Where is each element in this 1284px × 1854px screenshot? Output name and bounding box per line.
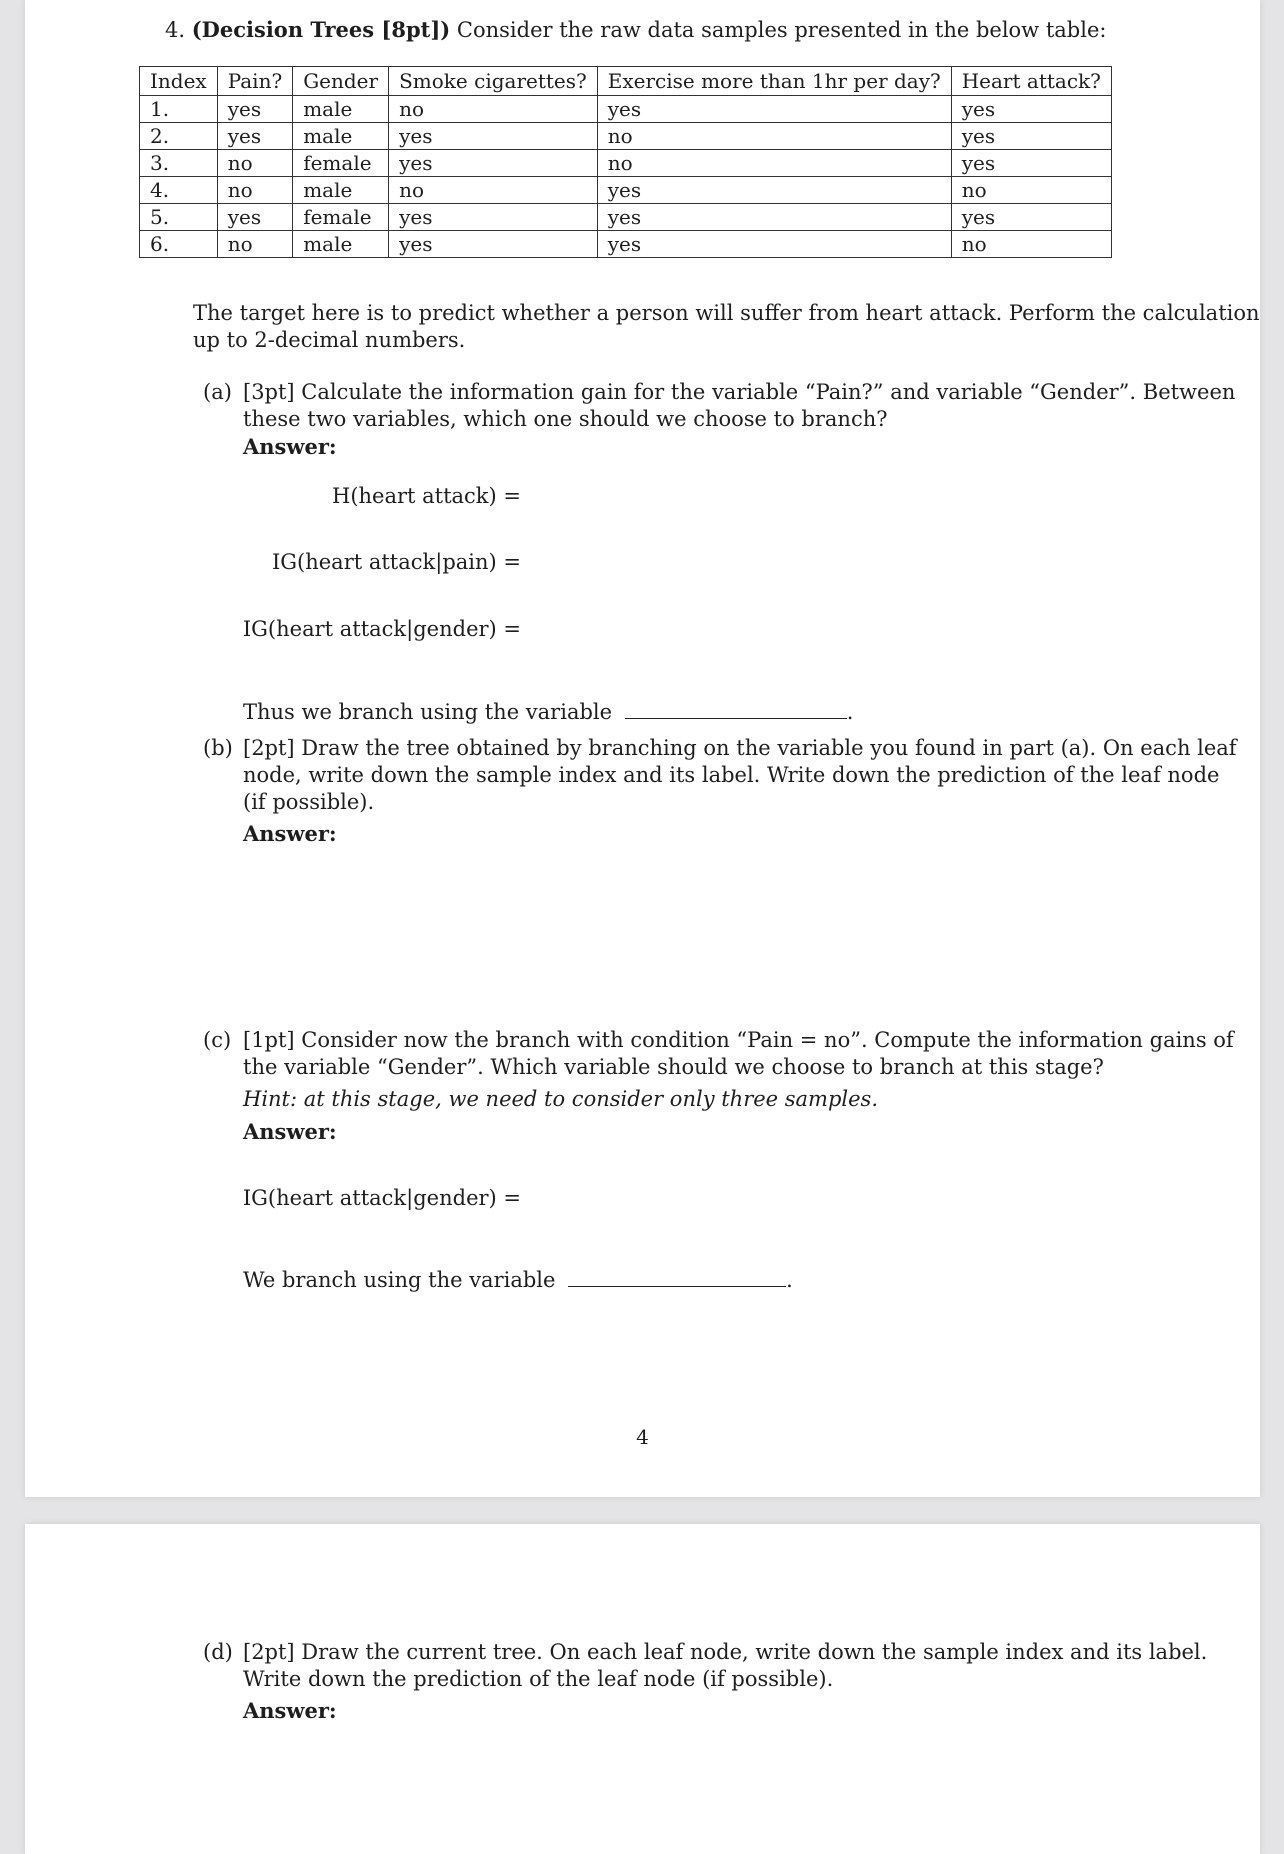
part-c-line1: [1pt] Consider now the branch with condition “Pain = no”. Compute the information gains of bbox=[243, 1028, 1234, 1052]
column-header: Index bbox=[140, 67, 218, 96]
part-a-label: (a) bbox=[203, 380, 232, 404]
table-cell: no bbox=[597, 123, 951, 150]
page-2 bbox=[25, 1524, 1260, 1854]
branch-answer-blank-c[interactable] bbox=[568, 1268, 786, 1287]
part-b-line2: node, write down the sample index and its label. Write down the prediction of the leaf node bbox=[243, 763, 1220, 787]
table-cell: no bbox=[389, 177, 598, 204]
table-cell: yes bbox=[389, 150, 598, 177]
entropy-equation: H(heart attack) = bbox=[332, 484, 521, 508]
ig-pain-equation: IG(heart attack|pain) = bbox=[271, 550, 521, 574]
ig-gender-equation: IG(heart attack|gender) = bbox=[242, 617, 521, 641]
table-cell: male bbox=[293, 177, 389, 204]
table-cell: 4. bbox=[140, 177, 218, 204]
table-row bbox=[140, 123, 1112, 150]
table-cell: yes bbox=[597, 204, 951, 231]
part-d-line2: Write down the prediction of the leaf node (if possible). bbox=[243, 1667, 834, 1691]
table-row bbox=[140, 96, 1112, 123]
table-cell: 6. bbox=[140, 231, 218, 258]
branch-prompt-c: We branch using the variable bbox=[243, 1268, 556, 1292]
part-d-label: (d) bbox=[203, 1640, 233, 1664]
table-cell: yes bbox=[389, 204, 598, 231]
column-header: Gender bbox=[293, 67, 389, 96]
part-d-line1: [2pt] Draw the current tree. On each leaf node, write down the sample index and its label. bbox=[243, 1640, 1208, 1664]
table-cell: yes bbox=[217, 96, 292, 123]
branch-prompt: Thus we branch using the variable bbox=[243, 700, 613, 724]
part-a-line1: [3pt] Calculate the information gain for the variable “Pain?” and variable “Gender”. Between bbox=[243, 380, 1236, 404]
target-text-line1: The target here is to predict whether a person will suffer from heart attack. Perform the calculation bbox=[193, 301, 1260, 325]
part-c-answer-label: Answer: bbox=[243, 1119, 337, 1144]
table-cell: 2. bbox=[140, 123, 218, 150]
column-header: Pain? bbox=[217, 67, 292, 96]
table-cell: yes bbox=[389, 231, 598, 258]
table-cell: male bbox=[293, 123, 389, 150]
part-b-line1: [2pt] Draw the tree obtained by branching on the variable you found in part (a). On each leaf bbox=[243, 736, 1237, 760]
part-a-line2: these two variables, which one should we choose to branch? bbox=[243, 407, 888, 431]
table-cell: no bbox=[217, 231, 292, 258]
part-a-answer-label: Answer: bbox=[243, 434, 337, 459]
table-cell: female bbox=[293, 204, 389, 231]
part-b-label: (b) bbox=[203, 736, 233, 760]
part-c-hint: Hint: at this stage, we need to consider only three samples. bbox=[243, 1087, 879, 1111]
question-heading bbox=[165, 16, 1106, 44]
table-row bbox=[140, 231, 1112, 258]
table-cell: yes bbox=[597, 231, 951, 258]
column-header: Exercise more than 1hr per day? bbox=[597, 67, 951, 96]
table-cell: yes bbox=[951, 150, 1111, 177]
branch-period-c: . bbox=[786, 1268, 793, 1292]
part-c-label: (c) bbox=[203, 1028, 232, 1052]
table-cell: male bbox=[293, 231, 389, 258]
table-row bbox=[140, 204, 1112, 231]
part-a-branch-statement bbox=[243, 699, 853, 726]
table-cell: yes bbox=[217, 204, 292, 231]
table-cell: yes bbox=[217, 123, 292, 150]
table-cell: female bbox=[293, 150, 389, 177]
table-cell: 3. bbox=[140, 150, 218, 177]
question-intro: Consider the raw data samples presented in the below table: bbox=[456, 18, 1107, 42]
question-title: (Decision Trees [8pt]) bbox=[191, 17, 451, 42]
table-cell: no bbox=[951, 177, 1111, 204]
branch-period: . bbox=[846, 700, 854, 724]
table-cell: no bbox=[951, 231, 1111, 258]
table-cell: no bbox=[217, 150, 292, 177]
part-c-branch-statement bbox=[243, 1267, 793, 1294]
branch-answer-blank[interactable] bbox=[625, 700, 847, 719]
page-number: 4 bbox=[636, 1425, 649, 1449]
table-cell: no bbox=[389, 96, 598, 123]
table-row bbox=[140, 177, 1112, 204]
ig-gender-equation-c: IG(heart attack|gender) = bbox=[242, 1186, 521, 1210]
table-cell: 5. bbox=[140, 204, 218, 231]
table-header-row bbox=[140, 67, 1112, 96]
table-cell: male bbox=[293, 96, 389, 123]
table-cell: yes bbox=[389, 123, 598, 150]
table-cell: yes bbox=[951, 96, 1111, 123]
column-header: Smoke cigarettes? bbox=[389, 67, 598, 96]
table-row bbox=[140, 150, 1112, 177]
page-1 bbox=[25, 0, 1260, 1497]
part-b-answer-label: Answer: bbox=[243, 821, 337, 846]
table-cell: yes bbox=[951, 204, 1111, 231]
table-cell: 1. bbox=[140, 96, 218, 123]
column-header: Heart attack? bbox=[951, 67, 1111, 96]
table-cell: no bbox=[597, 150, 951, 177]
question-number: 4. bbox=[165, 18, 186, 42]
part-b-line3: (if possible). bbox=[243, 790, 375, 814]
target-text-line2: up to 2-decimal numbers. bbox=[193, 328, 466, 352]
data-table bbox=[139, 66, 1112, 258]
table-cell: no bbox=[217, 177, 292, 204]
table-cell: yes bbox=[597, 177, 951, 204]
table-cell: yes bbox=[597, 96, 951, 123]
part-c-line2: the variable “Gender”. Which variable should we choose to branch at this stage? bbox=[243, 1055, 1104, 1079]
part-d-answer-label: Answer: bbox=[243, 1698, 337, 1723]
table-cell: yes bbox=[951, 123, 1111, 150]
